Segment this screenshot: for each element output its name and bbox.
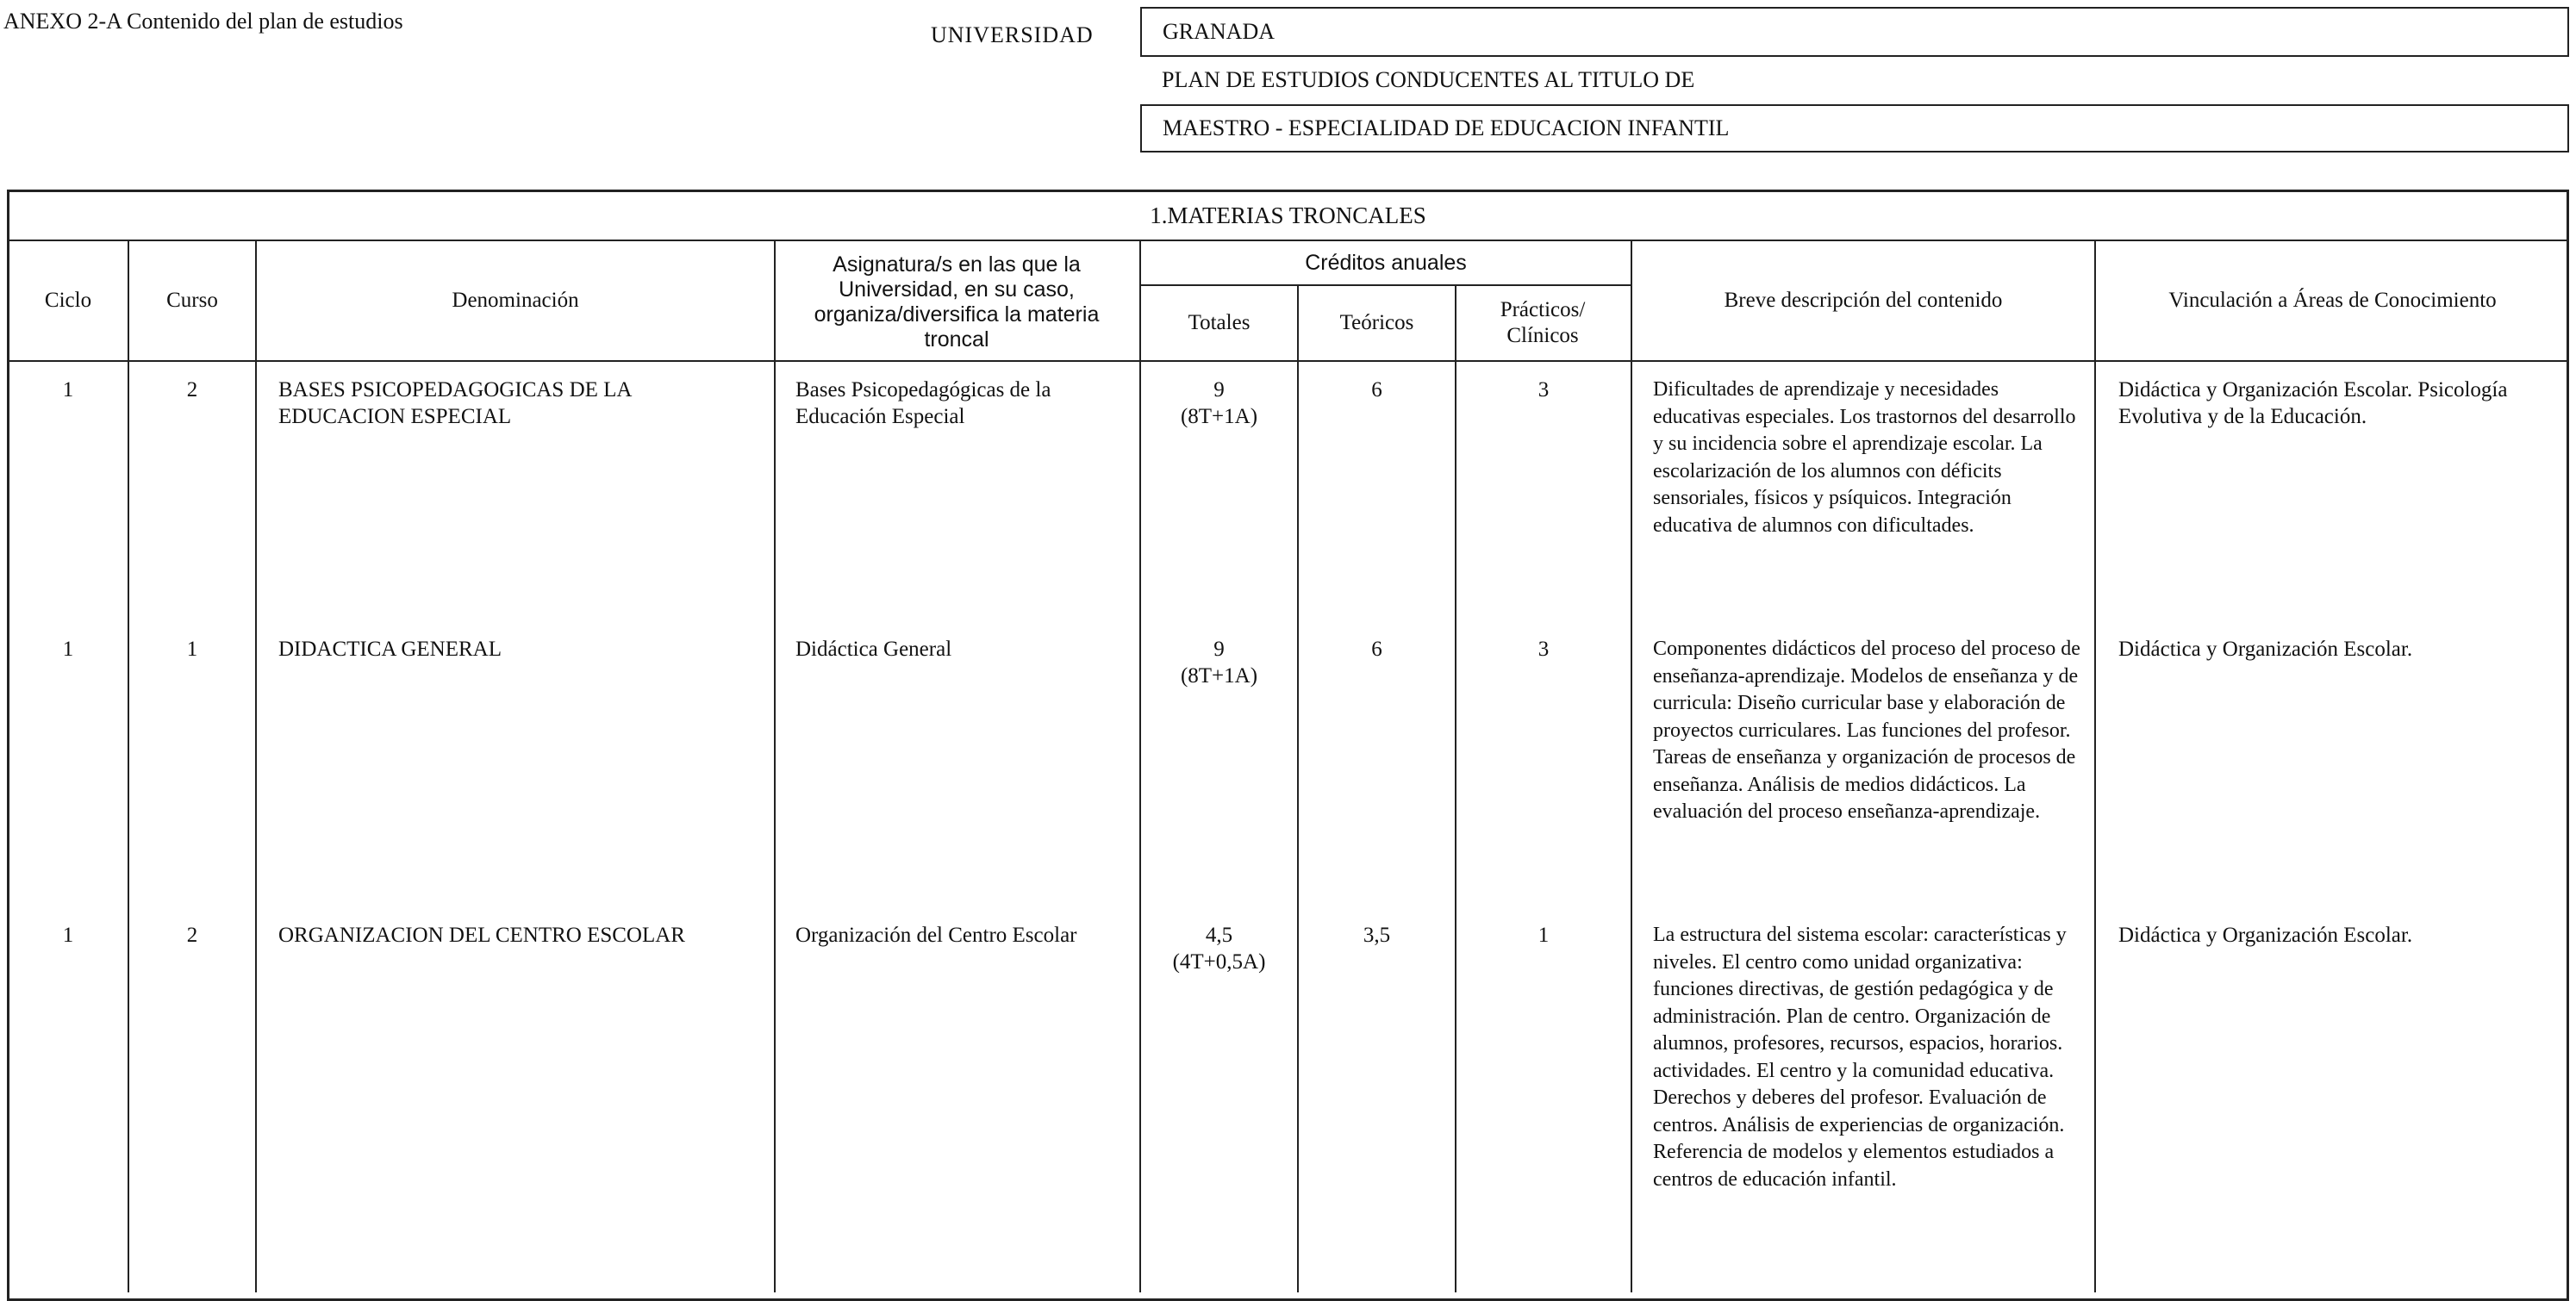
header-curso: Curso xyxy=(166,289,218,312)
row-2-totales: 9 xyxy=(1213,638,1225,661)
university-field xyxy=(1140,7,2569,57)
annex-title: ANEXO 2-A Contenido del plan de estudios xyxy=(3,9,403,34)
row-3-denominacion: ORGANIZACION DEL CENTRO ESCOLAR xyxy=(278,924,685,947)
row-3-totales-detalle: (4T+0,5A) xyxy=(1172,950,1266,974)
row-3-totales: 4,5 xyxy=(1205,924,1233,947)
col-divider xyxy=(1297,284,1299,1292)
row-2-descripcion: Componentes didácticos del proceso del proceso de enseñanza-aprendizaje. Modelos de enseñanza y de curricula: Diseño curricular base y elaboración de proyectos curriculares. Las funciones del profesor. Tareas de enseñanza y organización de procesos de enseñanza. Análisis de medios didácticos. La evaluación del proceso enseñanza-aprendizaje. xyxy=(1653,638,2080,823)
row-2-practicos: 3 xyxy=(1537,638,1550,661)
header-descripcion: Breve descripción del contenido xyxy=(1724,289,2003,312)
header-teoricos: Teóricos xyxy=(1339,311,1414,334)
row-1-denominacion: BASES PSICOPEDAGOGICAS DE LA EDUCACION ESPECIAL xyxy=(278,378,632,428)
row-1-asignatura: Bases Psicopedagógicas de la Educación Especial xyxy=(795,378,1051,428)
row-1-teoricos: 6 xyxy=(1371,378,1382,402)
row-1-ciclo: 1 xyxy=(62,378,74,402)
row-2-asignatura: Didáctica General xyxy=(795,638,952,661)
row-1-totales: 9 xyxy=(1213,378,1225,402)
degree-title-value: MAESTRO - ESPECIALIDAD DE EDUCACION INFANTIL xyxy=(1163,115,1730,140)
row-1-practicos: 3 xyxy=(1537,378,1550,402)
table-title: 1.MATERIAS TRONCALES xyxy=(7,190,2569,241)
row-3-vinculacion: Didáctica y Organización Escolar. xyxy=(2118,924,2413,947)
col-divider xyxy=(255,241,257,1292)
row-3-practicos: 1 xyxy=(1537,924,1550,947)
header-ciclo: Ciclo xyxy=(44,289,92,312)
row-3-descripcion: La estructura del sistema escolar: características y niveles. El centro como unidad organizativa: funciones directivas, de gestión pedagógica y de administración. Plan de centro. Organización de alumnos, profesores, recursos, espacios, horarios. actividades. El centro y la comunidad educativa. Derechos y deberes del profesor. Evaluación de centros. Análisis de experiencias de organización. Referencia de modelos y elementos estudiados a centros de educación infantil. xyxy=(1653,924,2067,1191)
row-2-denominacion: DIDACTICA GENERAL xyxy=(278,638,502,661)
row-2-vinculacion: Didáctica y Organización Escolar. xyxy=(2118,638,2413,661)
header-creditos: Créditos anuales xyxy=(1305,251,1467,275)
university-value: GRANADA xyxy=(1163,19,1275,44)
col-divider xyxy=(774,241,776,1292)
row-1-vinculacion: Didáctica y Organización Escolar. Psicología Evolutiva y de la Educación. xyxy=(2118,378,2508,428)
university-label: UNIVERSIDAD xyxy=(931,22,1094,47)
row-3-teoricos: 3,5 xyxy=(1363,924,1391,947)
row-2-ciclo: 1 xyxy=(62,638,74,661)
row-3-asignatura: Organización del Centro Escolar xyxy=(795,924,1077,947)
degree-title-field xyxy=(1140,104,2569,153)
row-1-descripcion: Dificultades de aprendizaje y necesidades educativas especiales. Los trastornos del desarrollo y su incidencia sobre el aprendizaje escolar. La escolarización de los alumnos con déficits sensoriales, físicos y psíquicos. Integración educativa de alumnos con dificultades. xyxy=(1653,378,2076,537)
header-divider xyxy=(7,360,2569,362)
row-2-curso: 1 xyxy=(186,638,198,661)
header-totales: Totales xyxy=(1188,311,1251,334)
row-2-teoricos: 6 xyxy=(1371,638,1382,661)
col-divider xyxy=(1631,241,1632,1292)
row-3-ciclo: 1 xyxy=(62,924,74,947)
header-vinculacion: Vinculación a Áreas de Conocimiento xyxy=(2168,289,2497,312)
header-asignatura: Asignatura/s en las que la Universidad, en su caso, organiza/diversifica la materia troncal xyxy=(814,252,1100,352)
header-practicos: Prácticos/ Clínicos xyxy=(1500,298,1586,347)
row-3-curso: 2 xyxy=(186,924,198,947)
col-divider xyxy=(2094,241,2096,1292)
row-1-totales-detalle: (8T+1A) xyxy=(1180,405,1258,428)
plan-label: PLAN DE ESTUDIOS CONDUCENTES AL TITULO DE xyxy=(1162,67,1695,92)
row-2-totales-detalle: (8T+1A) xyxy=(1180,664,1258,688)
header-denominacion: Denominación xyxy=(452,289,579,312)
row-1-curso: 2 xyxy=(186,378,198,402)
col-divider xyxy=(1455,284,1456,1292)
